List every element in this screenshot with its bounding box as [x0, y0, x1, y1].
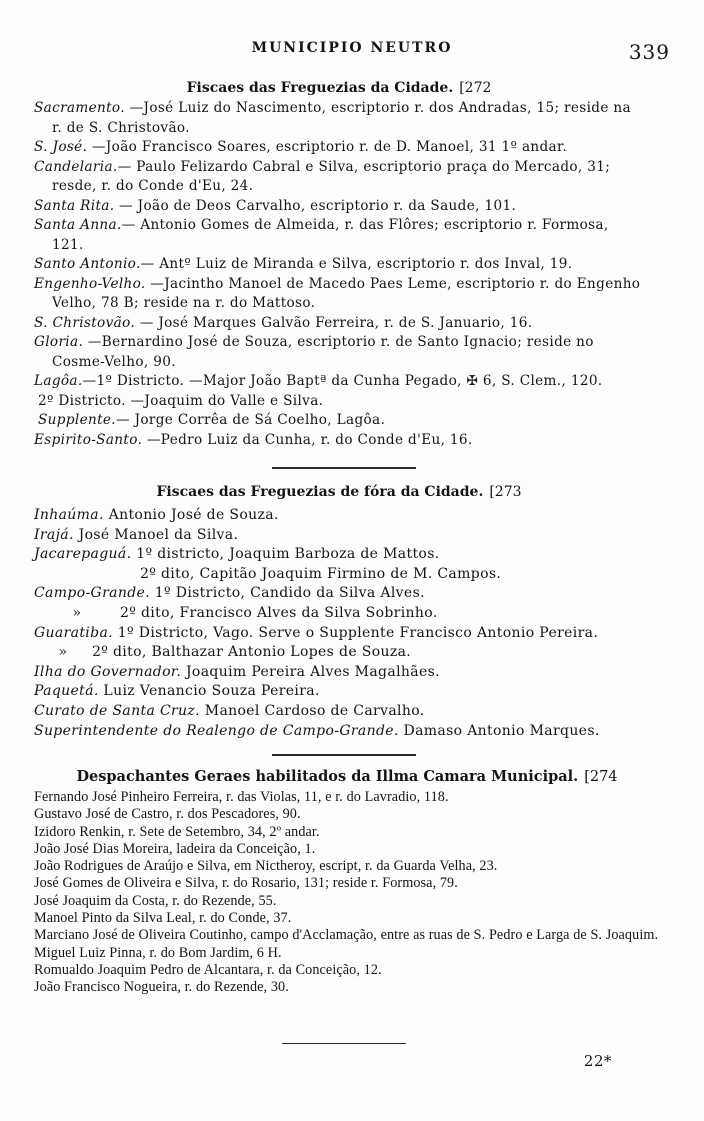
list-item	[34, 314, 644, 334]
entry-parish: S. Christovão.	[34, 314, 136, 331]
entry-list	[34, 789, 660, 997]
section-title: Fiscaes das Freguezias de fóra da Cidade. [273	[156, 484, 522, 500]
list-item	[34, 99, 644, 138]
entry-text: 1º Districto, Candido da Silva Alves.	[149, 585, 425, 602]
section-ref: [274	[584, 769, 618, 785]
entry-text: José Manoel da Silva.	[73, 526, 239, 543]
list-item	[34, 216, 644, 255]
entry-text: Joaquim Pereira Alves Magalhães.	[181, 663, 440, 680]
entry-text: 2º dito, Balthazar Antonio Lopes de Souza.	[92, 644, 412, 661]
entry-text: —1º Districto. —Major João Baptª da Cunha Pegado, ✠ 6, S. Clem., 120.	[82, 373, 603, 389]
list-item	[34, 584, 644, 604]
section-ref: [273	[489, 484, 522, 500]
divider-rule	[272, 467, 416, 469]
list-item	[34, 702, 644, 722]
page-title: MUNICIPIO NEUTRO	[251, 40, 453, 56]
divider-rule	[282, 1043, 406, 1044]
list-item: Izidoro Renkin, r. Sete de Setembro, 34, 2º andar.	[34, 823, 320, 840]
ditto-mark: »	[58, 644, 68, 661]
list-item	[34, 392, 644, 412]
list-item	[34, 604, 644, 624]
entry-list	[34, 506, 644, 741]
list-item	[34, 545, 644, 565]
page-number: 339	[628, 40, 670, 64]
entry-parish: Campo-Grande.	[34, 585, 150, 602]
entry-parish: Superintendente do Realengo de Campo-Grande.	[34, 722, 399, 739]
list-item: Fernando José Pinheiro Ferreira, r. das Violas, 11, e r. do Lavradio, 118.	[34, 789, 449, 805]
list-item: Manoel Pinto da Silva Leal, r. do Conde, 37.	[34, 910, 292, 927]
entry-text: —João Francisco Soares, escriptorio r. de D. Manoel, 31 1º andar.	[87, 139, 568, 155]
list-item	[34, 526, 644, 546]
list-item: José Joaquim da Costa, r. do Rezende, 55.	[34, 892, 277, 909]
list-item	[34, 722, 644, 742]
entry-parish: Curato de Santa Cruz.	[34, 702, 200, 719]
entry-text: 2º dito, Capitão Joaquim Firmino de M. Campos.	[140, 565, 502, 582]
entry-text: Antonio José de Souza.	[103, 507, 279, 523]
section-title: Fiscaes das Freguezias da Cidade. [272	[186, 80, 492, 96]
entry-parish: Inhaúma.	[34, 507, 104, 523]
entry-parish: Paquetá.	[34, 683, 99, 700]
entry-text: — José Marques Galvão Ferreira, r. de S. Januario, 16.	[135, 314, 533, 331]
list-item: Romualdo Joaquim Pedro de Alcantara, r. da Conceição, 12.	[34, 961, 382, 978]
entry-text: Luiz Venancio Souza Pereira.	[98, 683, 320, 700]
entry-text: 1º Districto, Vago. Serve o Supplente Francisco Antonio Pereira.	[112, 624, 599, 641]
list-item	[34, 682, 644, 702]
list-item: Gustavo José de Castro, r. dos Pescadores, 90.	[34, 806, 301, 823]
entry-text: —José Luiz do Nascimento, escriptorio r. dos Andradas, 15; reside na r. de S. Christovão.	[52, 100, 631, 136]
entry-parish: Supplente.	[38, 412, 116, 428]
list-item	[34, 565, 644, 585]
entry-text: —Pedro Luiz da Cunha, r. do Conde d'Eu, 16.	[142, 431, 473, 448]
list-item: João José Dias Moreira, ladeira da Conceição, 1.	[34, 840, 316, 857]
list-item	[34, 624, 644, 644]
entry-text: 1º districto, Joaquim Barboza de Mattos.	[131, 546, 440, 563]
entry-parish: Lagôa.	[34, 373, 83, 389]
list-item: Marciano José de Oliveira Coutinho, campo d'Acclamação, entre as ruas de S. Pedro e Larga de S. Joaquim.	[34, 927, 659, 944]
entry-parish: Guaratiba.	[34, 624, 113, 641]
entry-parish: Irajá.	[34, 526, 74, 543]
entry-text: 2º Districto. —Joaquim do Valle e Silva.	[38, 392, 324, 409]
list-item	[34, 506, 644, 526]
list-item	[34, 372, 644, 392]
printer-signature: 22*	[583, 1052, 612, 1070]
entry-text: — Antº Luiz de Miranda e Silva, escriptorio r. dos Inval, 19.	[140, 256, 573, 272]
entry-parish: Engenho-Velho.	[34, 275, 146, 292]
list-item: José Gomes de Oliveira e Silva, r. do Rosario, 131; reside r. Formosa, 79.	[34, 875, 458, 892]
entry-parish: S. José.	[34, 139, 88, 155]
entry-text: —Jacintho Manoel de Macedo Paes Leme, escriptorio r. do Engenho Velho, 78 B; reside na r. do Mattoso.	[52, 275, 641, 311]
list-item	[34, 138, 644, 158]
entry-text: — Antonio Gomes de Almeida, r. das Flôres; escriptorio r. Formosa, 121.	[52, 217, 609, 253]
list-item	[34, 431, 644, 451]
list-item: Miguel Luiz Pinna, r. do Bom Jardim, 6 H.	[34, 944, 282, 961]
entry-text: — Paulo Felizardo Cabral e Silva, escriptorio praça do Mercado, 31; resde, r. do Conde d'Eu, 24.	[52, 158, 611, 194]
entry-parish: Santa Anna.	[34, 217, 122, 233]
entry-parish: Santo Antonio.	[34, 256, 141, 272]
entry-parish: Espirito-Santo.	[34, 431, 143, 448]
section-fiscaes-cidade	[34, 80, 644, 450]
list-item	[34, 333, 644, 372]
list-item: João Francisco Nogueira, r. do Rezende, 30.	[34, 979, 289, 996]
entry-parish: Sacramento.	[34, 100, 125, 116]
section-title: Despachantes Geraes habilitados da Illma Camara Municipal. [274	[76, 768, 618, 785]
entry-text: 2º dito, Francisco Alves da Silva Sobrinho.	[120, 604, 438, 621]
list-item	[34, 158, 644, 197]
divider-rule	[272, 754, 416, 756]
section-despachantes	[34, 768, 660, 997]
entry-text: —Bernardino José de Souza, escriptorio r. de Santo Ignacio; reside no Cosme-Velho, 90.	[52, 334, 594, 370]
list-item	[34, 411, 644, 431]
section-fiscaes-fora	[34, 484, 644, 741]
list-item	[34, 197, 644, 217]
section-ref: [272	[459, 80, 492, 96]
list-item	[34, 643, 644, 663]
entry-text: Damaso Antonio Marques.	[398, 722, 600, 739]
entry-parish: Gloria.	[34, 334, 84, 350]
list-item	[34, 663, 644, 683]
running-head	[30, 40, 674, 64]
entry-text: — Jorge Corrêa de Sá Coelho, Lagôa.	[115, 412, 386, 428]
entry-parish: Jacarepaguá.	[34, 546, 132, 563]
entry-parish: Ilha do Governador.	[34, 663, 182, 680]
list-item	[34, 275, 644, 314]
entry-text: Manoel Cardoso de Carvalho.	[199, 702, 425, 719]
entry-text: — João de Deos Carvalho, escriptorio r. da Saude, 101.	[114, 197, 517, 214]
entry-parish: Santa Rita.	[34, 197, 115, 214]
list-item	[34, 255, 644, 275]
entry-parish: Candelaria.	[34, 158, 118, 175]
ditto-mark: »	[72, 604, 82, 621]
entry-list	[34, 99, 644, 450]
list-item: João Rodrigues de Araújo e Silva, em Nictheroy, escript, r. da Guarda Velha, 23.	[34, 858, 498, 875]
